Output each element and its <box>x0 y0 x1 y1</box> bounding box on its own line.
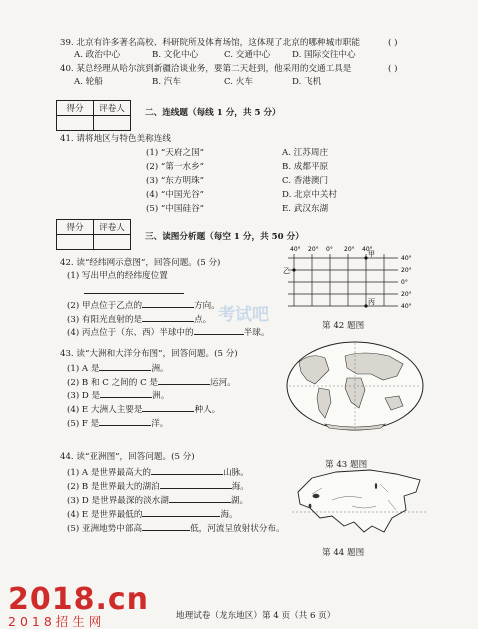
q43-item-5: (5) F 是 洋。 <box>67 419 169 429</box>
grid-lat-20n: 20° <box>401 267 412 274</box>
q41-right-a: A. 江苏周庄 <box>282 148 329 158</box>
grader-label: 评卷人 <box>94 101 131 116</box>
q43-item-4: (4) E 大洲人主要是 种人。 <box>67 405 221 415</box>
q40-option-d: D. 飞机 <box>292 77 322 87</box>
q44-blank-2[interactable] <box>160 480 232 489</box>
grid-lat-40n: 40° <box>401 255 412 262</box>
score-box-section3 <box>56 219 131 250</box>
q43-item-3: (3) D 是 洲。 <box>67 391 170 401</box>
q41-left-3: (3) “东方明珠” <box>146 176 205 186</box>
q42-blank-4[interactable] <box>194 326 244 335</box>
score-box-section2 <box>56 100 131 131</box>
grid-lat-40s: 40° <box>401 303 412 310</box>
q41-left-1: (1) “天府之国” <box>146 148 205 158</box>
q39-option-a: A. 政治中心 <box>74 50 121 60</box>
q39-option-d: D. 国际交往中心 <box>292 50 356 60</box>
q42-stem: 42. 读“经纬网示意图”，回答问题。(5 分) <box>60 258 221 268</box>
grid-lon-0: 0° <box>326 246 333 253</box>
q43-blank-2[interactable] <box>158 376 210 385</box>
q44-blank-4[interactable] <box>142 508 220 517</box>
point-jia: 甲 <box>368 250 375 258</box>
q44-blank-3[interactable] <box>169 494 231 503</box>
grader-field[interactable] <box>94 116 131 131</box>
point-yi: 乙 <box>283 267 290 275</box>
q44-caption: 第 44 题图 <box>322 548 365 558</box>
q42-item-1: (1) 写出甲点的经纬度位置 <box>67 271 168 281</box>
q44-item-5: (5) 亚洲地势中部高 低，河流呈放射状分布。 <box>67 524 285 534</box>
lat-long-grid-figure <box>280 244 430 312</box>
q44-item-2: (2) B 是世界最大的湖泊 海。 <box>67 482 249 492</box>
q39-answer-paren: ( ) <box>388 38 398 48</box>
q43-stem: 43. 读“大洲和大洋分布图”，回答问题。(5 分) <box>60 349 238 359</box>
q41-right-c: C. 香港澳门 <box>282 176 329 186</box>
grader-field[interactable] <box>94 235 131 250</box>
q39-option-c: C. 交通中心 <box>224 50 271 60</box>
q42-caption: 第 42 题图 <box>322 321 365 331</box>
q40-answer-paren: ( ) <box>388 64 398 74</box>
q41-right-b: B. 成都平原 <box>282 162 329 172</box>
q40-option-a: A. 轮船 <box>74 77 103 87</box>
q42-blank-1[interactable] <box>84 285 184 298</box>
q42-blank-2[interactable] <box>142 299 194 308</box>
q44-item-4: (4) E 是世界最低的 海。 <box>67 510 238 520</box>
q41-right-d: D. 北京中关村 <box>282 190 338 200</box>
site-logo-main: 2018.cn <box>8 582 150 617</box>
site-logo <box>8 582 150 629</box>
q42-blank-3[interactable] <box>142 313 194 322</box>
world-continents-oceans-map <box>285 340 425 432</box>
q39-stem: 39. 北京有许多著名高校、科研院所及体育场馆，这体现了北京的哪种城市职能 <box>60 38 360 48</box>
q43-blank-4[interactable] <box>142 403 194 412</box>
page-footer: 地理试卷（龙东地区）第 4 页（共 6 页） <box>176 611 336 621</box>
q43-caption: 第 43 题图 <box>325 460 368 470</box>
q40-option-b: B. 汽车 <box>152 77 181 87</box>
q43-item-2: (2) B 和 C 之间的 C 是 运河。 <box>67 378 236 388</box>
section2-title: 二、连线题（每线 1 分，共 5 分） <box>145 108 281 118</box>
q43-blank-1[interactable] <box>99 362 151 371</box>
q43-item-1: (1) A 是 洲。 <box>67 364 169 374</box>
q44-blank-1[interactable] <box>151 466 223 475</box>
q41-left-4: (4) “中国光谷” <box>146 190 205 200</box>
grader-label: 评卷人 <box>94 220 131 235</box>
grid-lon-40w: 40° <box>290 246 301 253</box>
section3-title: 三、读图分析题（每空 1 分，共 50 分） <box>145 232 304 242</box>
q42-item-2: (2) 甲点位于乙点的 方向。 <box>67 301 220 311</box>
score-field[interactable] <box>57 235 94 250</box>
q41-right-e: E. 武汉东湖 <box>282 204 329 214</box>
asia-map <box>292 466 426 540</box>
watermark: 考试吧 <box>218 305 269 325</box>
score-label: 得分 <box>57 101 94 116</box>
q41-left-5: (5) “中国硅谷” <box>146 204 205 214</box>
q41-left-2: (2) “第一水乡” <box>146 162 205 172</box>
q44-item-1: (1) A 是世界最高大的 山脉。 <box>67 468 249 478</box>
grid-lon-20e: 20° <box>344 246 355 253</box>
q39-option-b: B. 文化中心 <box>152 50 199 60</box>
q43-blank-3[interactable] <box>100 389 152 398</box>
grid-lon-40e: 40° <box>362 246 373 253</box>
q40-option-c: C. 火车 <box>224 77 253 87</box>
grid-lon-20w: 20° <box>308 246 319 253</box>
score-field[interactable] <box>57 116 94 131</box>
grid-lat-0: 0° <box>401 279 408 286</box>
point-bing: 丙 <box>368 298 375 306</box>
site-logo-sub: 2018招生网 <box>8 614 106 629</box>
q44-blank-5[interactable] <box>142 522 190 531</box>
score-label: 得分 <box>57 220 94 235</box>
q44-item-3: (3) D 是世界最深的淡水湖 湖。 <box>67 496 249 506</box>
q44-stem: 44. 读“亚洲图”，回答问题。(5 分) <box>60 452 195 462</box>
grid-lat-20s: 20° <box>401 291 412 298</box>
q40-stem: 40. 某总经理从哈尔滨到新疆洽谈业务，要第二天赶到，他采用的交通工具是 <box>60 64 352 74</box>
q41-stem: 41. 请将地区与特色美称连线 <box>60 134 171 144</box>
q42-item-4: (4) 丙点位于（东、西）半球中的 半球。 <box>67 328 270 338</box>
q42-item-3: (3) 有阳光直射的是 点。 <box>67 315 212 325</box>
q43-blank-5[interactable] <box>99 417 151 426</box>
